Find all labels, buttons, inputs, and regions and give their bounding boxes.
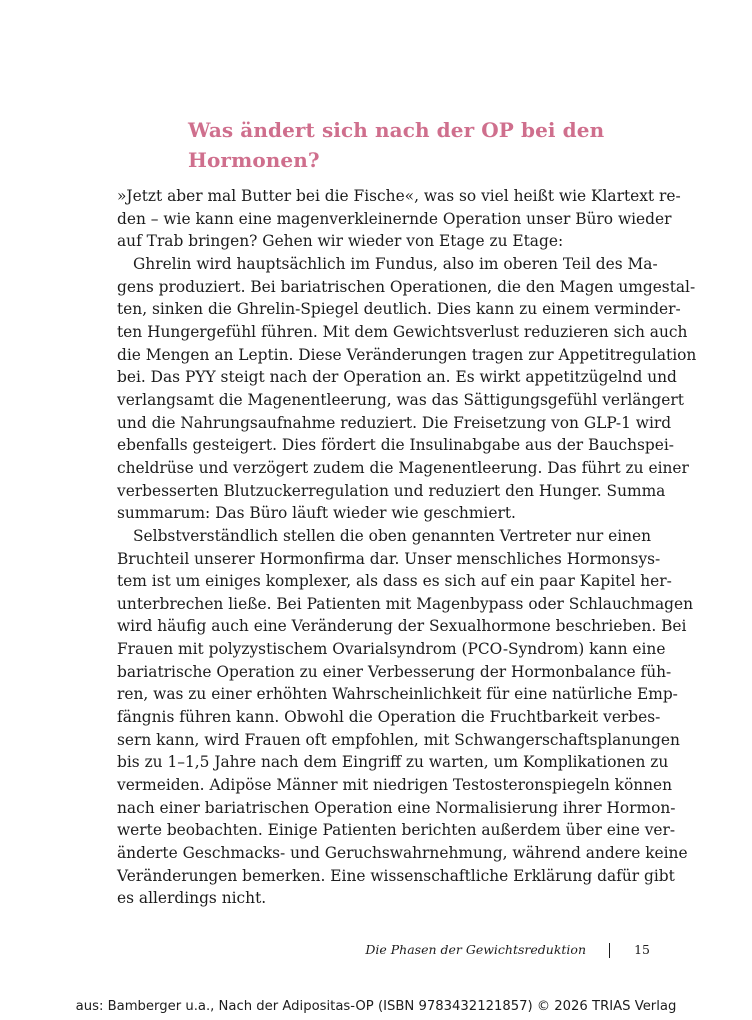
text-line: sern kann, wird Frauen oft empfohlen, mit Schwangerschaftsplanungen (117, 730, 680, 749)
text-line: bariatrische Operation zu einer Verbesserung der Hormonbalance füh- (117, 662, 672, 681)
text-line: ten Hungergefühl führen. Mit dem Gewichtsverlust reduzieren sich auch (117, 322, 688, 341)
body-text (117, 185, 697, 910)
text-line: wird häufig auch eine Veränderung der Sexualhormone beschrieben. Bei (117, 617, 687, 636)
text-line: tem ist um einiges komplexer, als dass es sich auf ein paar Kapitel her- (117, 572, 672, 591)
text-line: es allerdings nicht. (117, 889, 267, 908)
text-line: gens produziert. Bei bariatrischen Operationen, die den Magen umgestal- (117, 277, 696, 296)
text-line: bis zu 1–1,5 Jahre nach dem Eingriff zu warten, um Komplikationen zu (117, 753, 669, 772)
text-line: ebenfalls gesteigert. Dies fördert die Insulinabgabe aus der Bauchspei- (117, 436, 674, 455)
text-line: unterbrechen ließe. Bei Patienten mit Magenbypass oder Schlauchmagen (117, 594, 694, 613)
text-line: auf Trab bringen? Gehen wir wieder von Etage zu Etage: (117, 232, 564, 251)
text-line: und die Nahrungsaufnahme reduziert. Die Freisetzung von GLP-1 wird (117, 413, 672, 432)
text-line: ren, was zu einer erhöhten Wahrscheinlichkeit für eine natürliche Emp- (117, 685, 678, 704)
text-line: fängnis führen kann. Obwohl die Operation die Fruchtbarkeit verbes- (117, 708, 661, 727)
text-line: verbesserten Blutzuckerregulation und reduziert den Hunger. Summa (117, 481, 666, 500)
page-footer (117, 940, 650, 962)
text-line: ten, sinken die Ghrelin-Spiegel deutlich. Dies kann zu einem verminder- (117, 300, 681, 319)
text-line: bei. Das PYY steigt nach der Operation an. Es wirkt appetitzügelnd und (117, 368, 677, 387)
paragraph (117, 185, 681, 253)
text-line: werte beobachten. Einige Patienten berichten außerdem über eine ver- (117, 821, 676, 840)
running-title: Die Phasen der Gewichtsreduktion (365, 942, 586, 957)
text-line: änderte Geschmacks- und Geruchswahrnehmung, während andere keine (117, 844, 688, 863)
footer-divider (609, 943, 610, 958)
section-heading (188, 115, 648, 175)
text-line: Bruchteil unserer Hormonfirma dar. Unser menschliches Hormonsys- (117, 549, 661, 568)
paragraph (117, 525, 694, 910)
text-line: summarum: Das Büro läuft wieder wie geschmiert. (117, 504, 516, 523)
source-citation: aus: Bamberger u.a., Nach der Adipositas-OP (ISBN 9783432121857) © 2026 TRIAS Verlag (75, 999, 677, 1014)
text-line: »Jetzt aber mal Butter bei die Fische«, was so viel heißt wie Klartext re- (117, 187, 681, 205)
heading-line: Hormonen? (188, 148, 320, 172)
text-line: die Mengen an Leptin. Diese Veränderungen tragen zur Appetitregulation (117, 345, 697, 364)
text-line: Frauen mit polyzystischem Ovarialsyndrom (PCO-Syndrom) kann eine (117, 640, 666, 659)
text-line: Selbstverständlich stellen die oben genannten Vertreter nur einen (133, 526, 652, 545)
heading-line: Was ändert sich nach der OP bei den (188, 118, 605, 142)
page-number: 15 (634, 942, 650, 957)
text-line: Ghrelin wird hauptsächlich im Fundus, also im oberen Teil des Ma- (133, 254, 658, 273)
text-line: nach einer bariatrischen Operation eine Normalisierung ihrer Hormon- (117, 798, 676, 817)
paragraph (117, 253, 697, 525)
text-line: cheldrüse und verzögert zudem die Magenentleerung. Das führt zu einer (117, 458, 689, 477)
text-line: vermeiden. Adipöse Männer mit niedrigen Testosteronspiegeln können (117, 776, 673, 795)
text-line: verlangsamt die Magenentleerung, was das Sättigungsgefühl verlängert (117, 390, 684, 409)
text-line: den – wie kann eine magenverkleinernde Operation unser Büro wieder (117, 209, 672, 228)
text-line: Veränderungen bemerken. Eine wissenschaftliche Erklärung dafür gibt (117, 866, 675, 885)
